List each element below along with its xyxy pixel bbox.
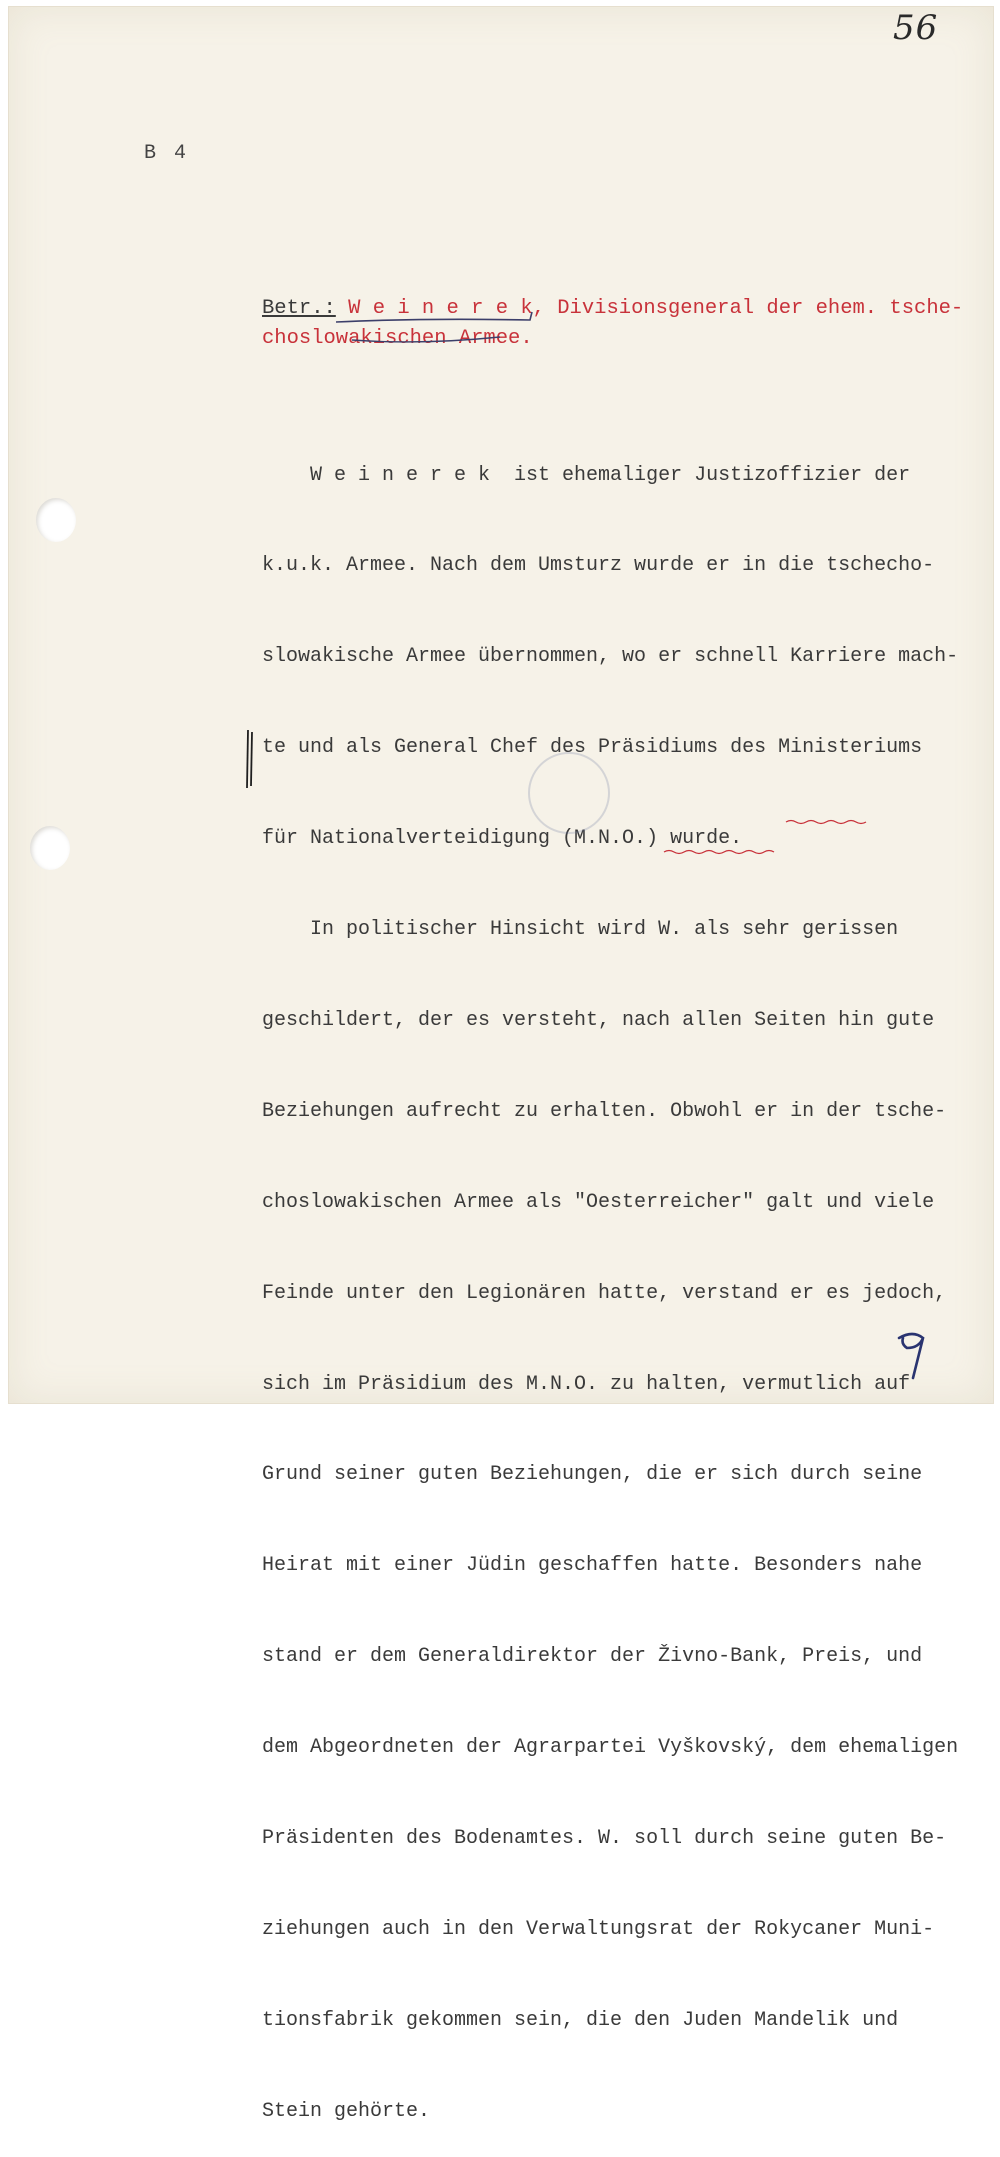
body-line: k.u.k. Armee. Nach dem Umsturz wurde er in die tschecho- (262, 554, 935, 578)
body-line: Grund seiner guten Beziehungen, die er sich durch seine (262, 1463, 923, 1487)
body-line: Präsidenten des Bodenamtes. W. soll durch seine guten Be- (262, 1826, 947, 1850)
body-line: geschildert, der es versteht, nach allen Seiten hin gute (262, 1008, 935, 1032)
body-line: Beziehungen aufrecht zu erhalten. Obwohl er in der tsche- (262, 1099, 947, 1123)
subject-name: W e i n e r e k (348, 297, 533, 320)
body-line: te und als General Chef des Präsidiums des Ministeriums (262, 736, 923, 760)
body-line: Stein gehörte. (262, 2099, 431, 2123)
body-line: für Nationalverteidigung (M.N.O.) wurde. (262, 827, 743, 851)
body-line: W e i n e r e k ist ehemaliger Justizoffizier der (262, 463, 911, 487)
handwritten-folio-mark (893, 1330, 933, 1382)
body-line: Heirat mit einer Jüdin geschaffen hatte. Besonders nahe (262, 1554, 923, 1578)
body-line: stand er dem Generaldirektor der Živno-Bank, Preis, und (262, 1645, 923, 1669)
body-line: choslowakischen Armee als "Oesterreicher" galt und viele (262, 1190, 935, 1214)
body-line: slowakische Armee übernommen, wo er schnell Karriere mach- (262, 645, 959, 669)
subject-title-line1: , Divisionsgeneral der ehem. tsche- (532, 297, 964, 320)
body-line: tionsfabrik gekommen sein, die den Juden Mandelik und (262, 2008, 899, 2032)
body-line: Feinde unter den Legionären hatte, verstand er es jedoch, (262, 1281, 947, 1305)
body-line: In politischer Hinsicht wird W. als sehr gerissen (262, 918, 899, 942)
body-line: dem Abgeordneten der Agrarpartei Vyškovský, dem ehemaligen (262, 1736, 959, 1760)
reference-code: B 4 (144, 142, 190, 165)
body-line: sich im Präsidium des M.N.O. zu halten, vermutlich auf (262, 1372, 911, 1396)
body-line: ziehungen auch in den Verwaltungsrat der Rokycaner Muni- (262, 1917, 935, 1941)
page-number: 56 (893, 8, 939, 48)
subject-title-line2: choslowakischen Armee. (262, 327, 533, 350)
subject-label: Betr.: (262, 297, 336, 320)
